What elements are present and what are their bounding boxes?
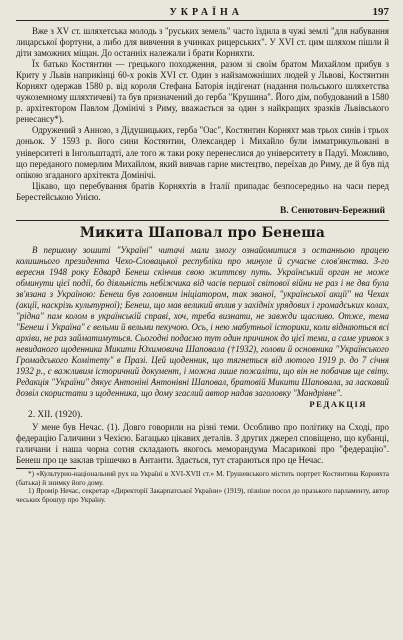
editorial-signature: РЕДАКЦІЯ — [309, 399, 367, 410]
footnotes — [16, 470, 389, 504]
article-paragraph: Цікаво, що перебування братів Корняхтів в Італії припадає безпосередньо на часи перед Берестейською Унією. — [16, 180, 389, 202]
article-paragraph: Їх батько Костянтин — грецького походження, разом зі своїм братом Михайлом прибув з Криту у Львів наприкінці 60-х років XVI ст. Один з найзаможніших людей у Львові, Костянтин Корняхт одержав 1580 р. від короля Стефана Баторія індігенат (надання польського шляхетства чужоземному шляхтичеві) та був призначений до герба "Крушина". Його дім, побудований в 1580 р. архітектором Павлом Домінічі з Риму, вважається за один з найкращих зразків Львівського ренесансу*). — [16, 59, 389, 125]
article-text — [16, 26, 389, 203]
running-header — [16, 6, 389, 21]
section-title: Микита Шаповал про Бенеша — [79, 224, 326, 241]
author-signature: В. Сенютович-Бережний — [280, 205, 385, 216]
journal-title: УКРАЇНА — [169, 7, 244, 18]
diary-entry: У мене був Нечас. (1). Довго говорили на різні теми. Особливо про політику на Сході, про федерацію Галичини з Чехією. Багацько цікавих деталів. З других джерел сповіщено, що кубанці, галичани і наша чорна сотня складають якогось меморандума Масарикові про "федерацію". Бенеш про це заклав трішечко в Антанти. Здається, тут стараються про це Нечас. — [16, 421, 389, 466]
footnote-divider — [16, 468, 76, 469]
section-divider — [16, 220, 389, 221]
article-paragraph: Вже з XV ст. шляхетська молодь з "руських земель" часто їздила в чужі землі "для набування лицарської фортуни, а либо для вивчення в учинках рицерських". У XVI ст. цим шляхом пішли й діти заможних міщан. До останніх належали і брати Корняхти. — [16, 26, 389, 59]
diary-date-heading: 2. XII. (1920). — [28, 410, 83, 421]
article-paragraph: Одружений з Анною, з Дідушицьких, герба "Оас", Костянтин Корняхт мав трьох синів і трьох доньок. У 1593 р. його сини Костянтин, Олександер і Михайло були імматрикульовані в університеті в Інгольштадті, але того ж таки року перенеслися до університету в Падуї. Можливо, що переданого померлим Михайлом, який вивчав гарне мистецтво, переїхав до Риму, де й був під опікою згаданого архітекта Домінічі. — [16, 125, 389, 180]
footnote: *) «Культурно-національний рух на Україні в XVI-XVII ст.» М. Грушевського містить портрет Костянтина Корняхта (батька) й знимку його дому. — [16, 470, 389, 487]
editorial-intro: В першому зошиті "Україні" читачі мали змогу ознайомитися з останньою працею колишнього президента Чехо-Словацької республіки про минуле й сучасне слов'янства. З-го вересня 1948 року Едвард Бенеш скінчив свою життєву путь. Український орган не може обминути цієї події, бо діяльність небіжчика від часів першої світової війни не раз і не два була зв'язана з Україною: Бенеш був головним ініціатором, так званої, "української акції" на Чехах (акції, наскрізь культурної); Бенеш, що мав великий вплив у західніх урядових і громадських колах, "рідна" пам колом в українській справі, хоч, треба визнати, не завжди щасливо. Отже, тема "Бенеш і Україна" є вельми й вельми пекучою. Ось, і нею мабутньої історики, коли віднаються всі архіви, не раз займатимуться. Сьогодні подаємо тут один причинок до цієї теми, а саме уривок з невиданого щоденника Микити Юхимовича Шаповала (†1932), голови й основника "Українського Громадського Комітету" в Празі. Цей щоденник, що тягнеться від лютого 1919 р. до 7 січня 1932 р., є важливим історичний документ, і можна лише пожаліти, що він не побачив ще світу. Редакція "України" дякує Антоніні Антонівні Шаповал, братовій Микити Шаповала, за ласкавий дозвіл скористати з щоденника, що дому згаслий автор надав заголовку "Мандрівне". — [16, 244, 389, 399]
page-number: 197 — [372, 6, 389, 18]
footnote: 1) Яромір Нечас, секретар «Директорії Закарпатської України» (1919), пізніше посол до празького парламенту, автор чеських брошур про Україну. — [16, 487, 389, 504]
